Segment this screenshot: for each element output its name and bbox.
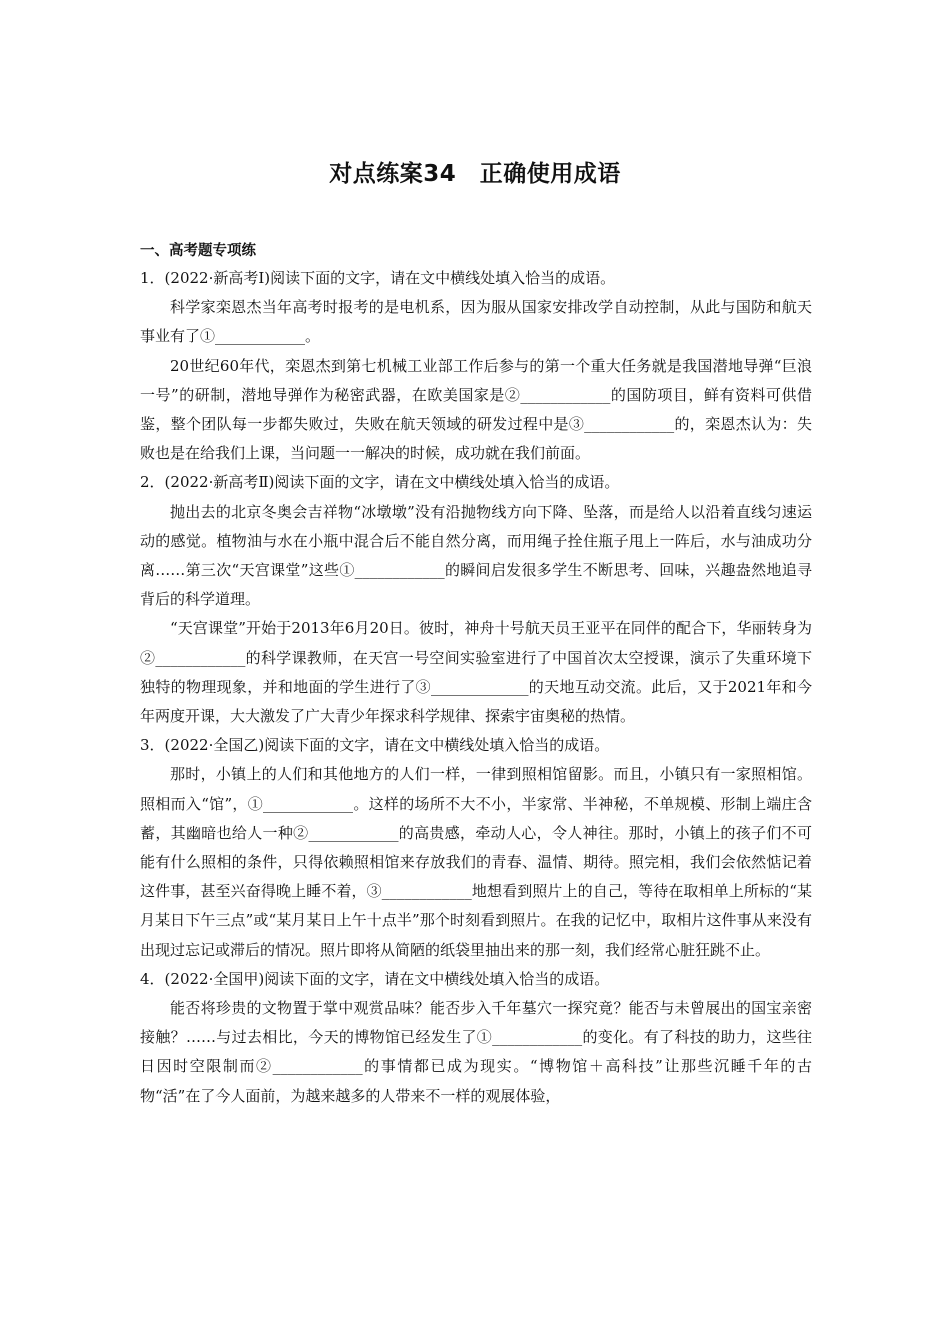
document-body <box>140 238 812 1111</box>
question-2 <box>140 468 812 731</box>
question-stem: 3．(2022·全国乙)阅读下面的文字，请在文中横线处填入恰当的成语。 <box>140 736 610 755</box>
question-stem: 1．(2022·新高考Ⅰ)阅读下面的文字，请在文中横线处填入恰当的成语。 <box>140 269 616 287</box>
passage-paragraph: “天宫课堂”开始于2013年6月20日。彼时，神舟十号航天员王亚平在同伴的配合下，华丽转身为②____________的科学课教师，在天宫一号空间实验室进行了中国首次太空授课，演示了失重环境下独特的物理现象，并和地面的学生进行了③_____________的天地互动交流。此后，又于2021年和今年两度开课，大大激发了广大青少年探求科学规律、探索宇宙奥秘的热情。 <box>140 619 812 726</box>
section-heading: 一、高考题专项练 <box>140 243 256 259</box>
passage-paragraph: 那时，小镇上的人们和其他地方的人们一样，一律到照相馆留影。而且，小镇只有一家照相馆。照相而入“馆”，①____________。这样的场所不大不小，半家常、半神秘，不单规模、形制上端庄含蓄，其幽暗也给人一种②____________的高贵感，牵动人心，令人神往。那时，小镇上的孩子们不可能有什么照相的条件，只得依赖照相馆来存放我们的青春、温情、期待。照完相，我们会依然惦记着这件事，甚至兴奋得晚上睡不着，③____________地想看到照片上的自己，等待在取相单上所标的“某月某日下午三点”或“某月某日上午十点半”那个时刻看到照片。在我的记忆中，取相片这件事从来没有出现过忘记或滞后的情况。照片即将从简陋的纸袋里抽出来的那一刻，我们经常心脏狂跳不止。 <box>140 765 812 959</box>
page-title: 对点练案34 正确使用成语 <box>329 161 621 187</box>
question-stem: 4．(2022·全国甲)阅读下面的文字，请在文中横线处填入恰当的成语。 <box>140 969 610 988</box>
passage-paragraph: 20世纪60年代，栾恩杰到第七机械工业部工作后参与的第一个重大任务就是我国潜地导弹“巨浪一号”的研制，潜地导弹作为秘密武器，在欧美国家是②____________的国防项目，鲜有资料可供借鉴，整个团队每一步都失败过，失败在航天领域的研发过程中是③____________的，栾恩杰认为：失败也是在给我们上课，当问题一一解决的时候，成功就在我们前面。 <box>140 356 812 463</box>
passage-paragraph: 科学家栾恩杰当年高考时报考的是电机系，因为服从国家安排改学自动控制，从此与国防和航天事业有了①____________。 <box>140 298 812 346</box>
passage-paragraph: 能否将珍贵的文物置于掌中观赏品味？能否步入千年墓穴一探究竟？能否与未曾展出的国宝亲密接触？……与过去相比，今天的博物馆已经发生了①____________的变化。有了科技的助力，这些往日因时空限制而②____________的事情都已成为现实。“博物馆＋高科技”让那些沉睡千年的古物“活”在了今人面前，为越来越多的人带来不一样的观展体验， <box>140 999 812 1105</box>
question-stem: 2．(2022·新高考Ⅱ)阅读下面的文字，请在文中横线处填入恰当的成语。 <box>140 473 620 492</box>
question-3 <box>140 731 812 965</box>
question-4 <box>140 965 812 1111</box>
passage-paragraph: 抛出去的北京冬奥会吉祥物“冰墩墩”没有沿抛物线方向下降、坠落，而是给人以沿着直线匀速运动的感觉。植物油与水在小瓶中混合后不能自然分离，而用绳子拴住瓶子甩上一阵后，水与油成功分离……第三次“天宫课堂”这些①____________的瞬间启发很多学生不断思考、回味，兴趣盎然地追寻背后的科学道理。 <box>140 502 812 609</box>
question-1 <box>140 264 812 468</box>
